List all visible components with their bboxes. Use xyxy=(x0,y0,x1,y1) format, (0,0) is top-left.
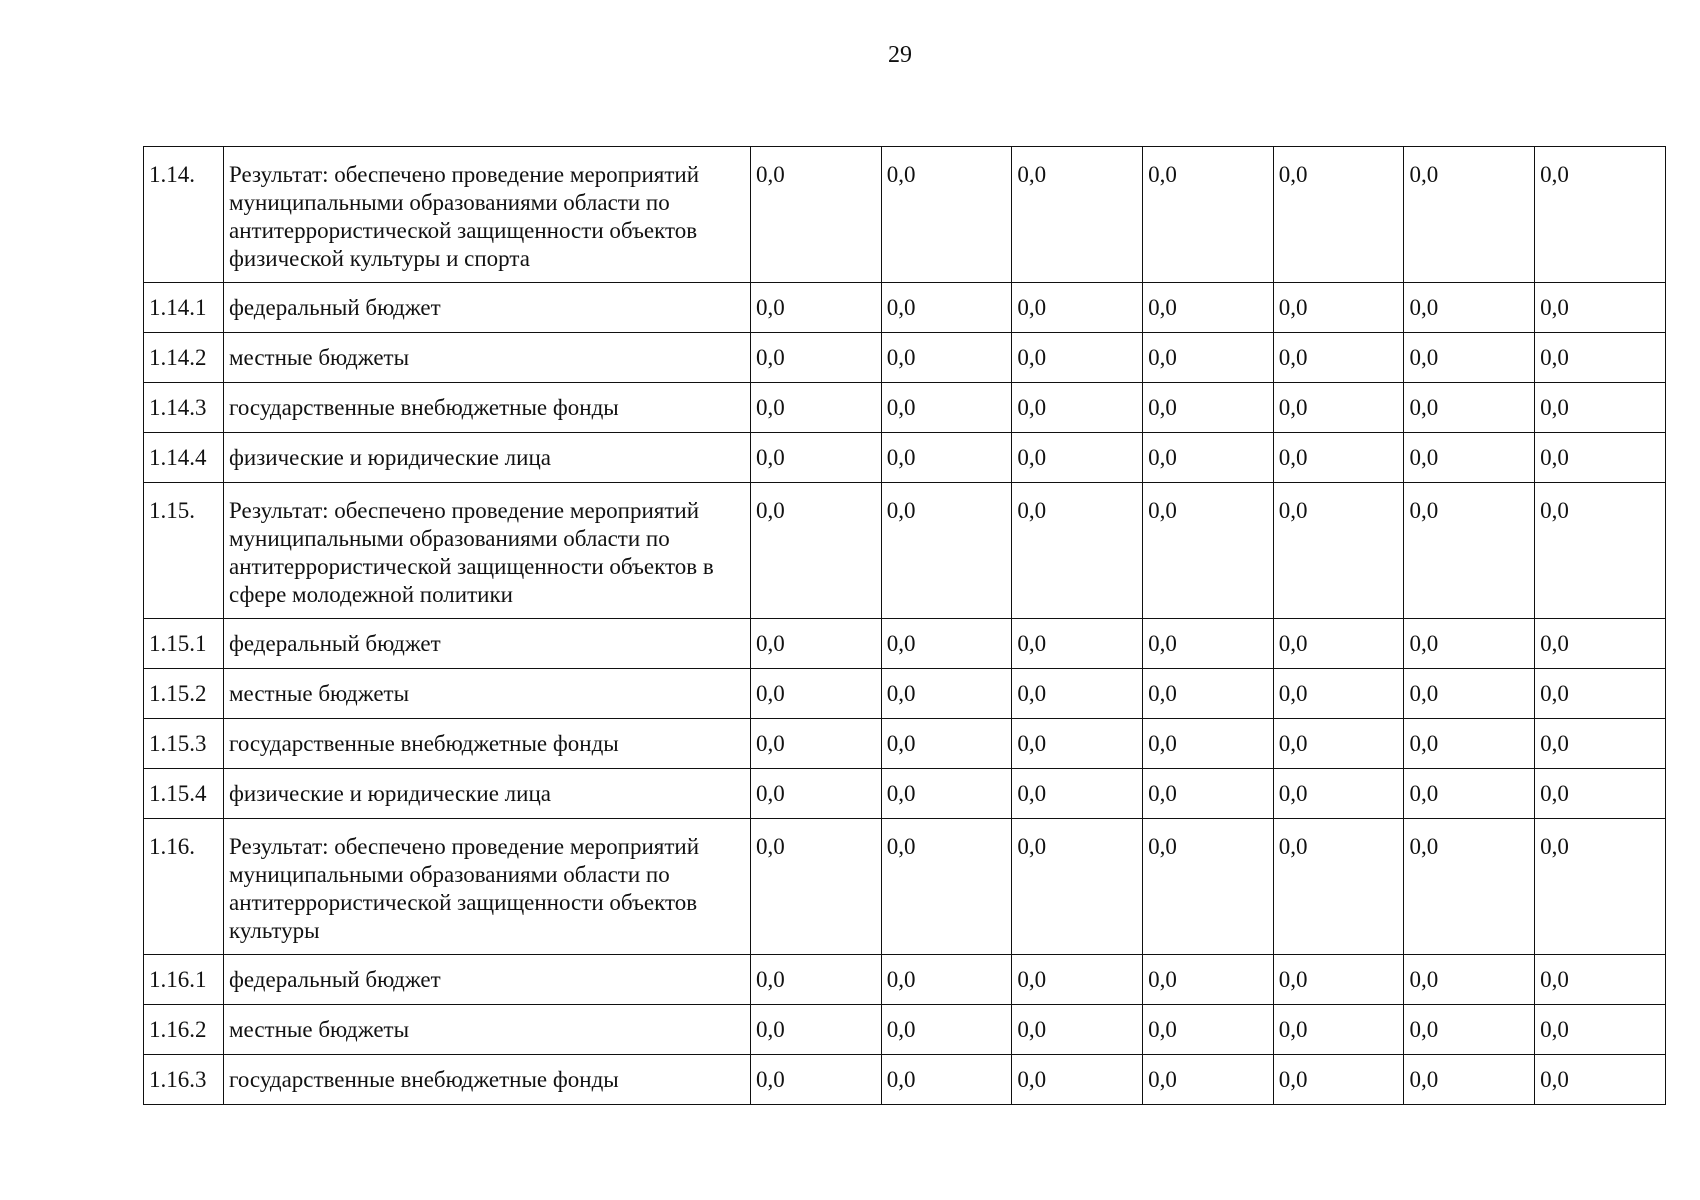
value-cell: 0,0 xyxy=(1273,1005,1404,1055)
value-cell: 0,0 xyxy=(751,1005,882,1055)
value-cell: 0,0 xyxy=(1012,669,1143,719)
value-cell: 0,0 xyxy=(1143,669,1274,719)
value-cell: 0,0 xyxy=(1012,383,1143,433)
value-cell: 0,0 xyxy=(1012,483,1143,619)
value-cell: 0,0 xyxy=(1143,769,1274,819)
row-number-cell: 1.15.4 xyxy=(144,769,224,819)
value-cell: 0,0 xyxy=(1143,483,1274,619)
value-cell: 0,0 xyxy=(1012,433,1143,483)
value-cell: 0,0 xyxy=(1535,1005,1666,1055)
table-row xyxy=(144,719,1666,769)
value-cell: 0,0 xyxy=(1535,383,1666,433)
value-cell: 0,0 xyxy=(751,769,882,819)
value-cell: 0,0 xyxy=(1012,147,1143,283)
value-cell: 0,0 xyxy=(1404,619,1535,669)
value-cell: 0,0 xyxy=(1012,719,1143,769)
value-cell: 0,0 xyxy=(1143,719,1274,769)
budget-table xyxy=(143,146,1666,1105)
table-row xyxy=(144,333,1666,383)
row-description-cell: физические и юридические лица xyxy=(224,769,751,819)
value-cell: 0,0 xyxy=(1273,383,1404,433)
value-cell: 0,0 xyxy=(1273,769,1404,819)
value-cell: 0,0 xyxy=(751,669,882,719)
value-cell: 0,0 xyxy=(881,283,1012,333)
table-row xyxy=(144,619,1666,669)
value-cell: 0,0 xyxy=(1143,333,1274,383)
value-cell: 0,0 xyxy=(1143,433,1274,483)
value-cell: 0,0 xyxy=(751,719,882,769)
page-number: 29 xyxy=(888,42,912,68)
row-number-cell: 1.15.1 xyxy=(144,619,224,669)
value-cell: 0,0 xyxy=(751,283,882,333)
value-cell: 0,0 xyxy=(1012,819,1143,955)
value-cell: 0,0 xyxy=(1404,333,1535,383)
row-number-cell: 1.15. xyxy=(144,483,224,619)
value-cell: 0,0 xyxy=(1012,769,1143,819)
value-cell: 0,0 xyxy=(881,483,1012,619)
table-body xyxy=(144,147,1666,1105)
value-cell: 0,0 xyxy=(1273,955,1404,1005)
row-number-cell: 1.14.1 xyxy=(144,283,224,333)
value-cell: 0,0 xyxy=(881,1005,1012,1055)
value-cell: 0,0 xyxy=(751,383,882,433)
value-cell: 0,0 xyxy=(1404,719,1535,769)
row-description-cell: федеральный бюджет xyxy=(224,619,751,669)
value-cell: 0,0 xyxy=(1273,819,1404,955)
value-cell: 0,0 xyxy=(1143,383,1274,433)
value-cell: 0,0 xyxy=(1404,147,1535,283)
row-description-cell: Результат: обеспечено проведение мероприятий муниципальными образованиями области по антитеррористической защищенности объектов физической культуры и спорта xyxy=(224,147,751,283)
value-cell: 0,0 xyxy=(751,1055,882,1105)
value-cell: 0,0 xyxy=(751,955,882,1005)
value-cell: 0,0 xyxy=(1535,819,1666,955)
row-description-cell: федеральный бюджет xyxy=(224,283,751,333)
value-cell: 0,0 xyxy=(751,333,882,383)
row-description-cell: государственные внебюджетные фонды xyxy=(224,1055,751,1105)
value-cell: 0,0 xyxy=(1143,819,1274,955)
value-cell: 0,0 xyxy=(1012,333,1143,383)
value-cell: 0,0 xyxy=(881,769,1012,819)
value-cell: 0,0 xyxy=(1404,1005,1535,1055)
value-cell: 0,0 xyxy=(1143,147,1274,283)
value-cell: 0,0 xyxy=(1273,147,1404,283)
value-cell: 0,0 xyxy=(751,819,882,955)
value-cell: 0,0 xyxy=(1404,1055,1535,1105)
row-description-cell: местные бюджеты xyxy=(224,669,751,719)
value-cell: 0,0 xyxy=(1535,483,1666,619)
row-description-cell: государственные внебюджетные фонды xyxy=(224,383,751,433)
table-row xyxy=(144,819,1666,955)
value-cell: 0,0 xyxy=(1012,619,1143,669)
row-number-cell: 1.14. xyxy=(144,147,224,283)
value-cell: 0,0 xyxy=(881,383,1012,433)
table-row xyxy=(144,283,1666,333)
value-cell: 0,0 xyxy=(1273,1055,1404,1105)
row-number-cell: 1.15.3 xyxy=(144,719,224,769)
value-cell: 0,0 xyxy=(751,147,882,283)
value-cell: 0,0 xyxy=(1143,283,1274,333)
value-cell: 0,0 xyxy=(881,955,1012,1005)
table-row xyxy=(144,383,1666,433)
value-cell: 0,0 xyxy=(1273,669,1404,719)
row-number-cell: 1.16. xyxy=(144,819,224,955)
value-cell: 0,0 xyxy=(1535,283,1666,333)
value-cell: 0,0 xyxy=(1535,619,1666,669)
value-cell: 0,0 xyxy=(1012,1055,1143,1105)
value-cell: 0,0 xyxy=(1273,719,1404,769)
row-number-cell: 1.16.3 xyxy=(144,1055,224,1105)
value-cell: 0,0 xyxy=(1273,619,1404,669)
table-row xyxy=(144,147,1666,283)
row-description-cell: государственные внебюджетные фонды xyxy=(224,719,751,769)
value-cell: 0,0 xyxy=(1535,333,1666,383)
row-number-cell: 1.14.2 xyxy=(144,333,224,383)
value-cell: 0,0 xyxy=(1404,283,1535,333)
row-description-cell: Результат: обеспечено проведение мероприятий муниципальными образованиями области по антитеррористической защищенности объектов в сфере молодежной политики xyxy=(224,483,751,619)
table-row xyxy=(144,769,1666,819)
value-cell: 0,0 xyxy=(1012,283,1143,333)
row-number-cell: 1.15.2 xyxy=(144,669,224,719)
table-row xyxy=(144,483,1666,619)
value-cell: 0,0 xyxy=(1143,1055,1274,1105)
value-cell: 0,0 xyxy=(1535,955,1666,1005)
value-cell: 0,0 xyxy=(1273,433,1404,483)
row-description-cell: местные бюджеты xyxy=(224,333,751,383)
row-number-cell: 1.14.3 xyxy=(144,383,224,433)
value-cell: 0,0 xyxy=(881,1055,1012,1105)
row-description-cell: физические и юридические лица xyxy=(224,433,751,483)
row-description-cell: федеральный бюджет xyxy=(224,955,751,1005)
value-cell: 0,0 xyxy=(881,819,1012,955)
value-cell: 0,0 xyxy=(881,333,1012,383)
value-cell: 0,0 xyxy=(1404,955,1535,1005)
value-cell: 0,0 xyxy=(1012,955,1143,1005)
row-description-cell: местные бюджеты xyxy=(224,1005,751,1055)
value-cell: 0,0 xyxy=(1273,283,1404,333)
value-cell: 0,0 xyxy=(1012,1005,1143,1055)
value-cell: 0,0 xyxy=(1404,669,1535,719)
value-cell: 0,0 xyxy=(881,433,1012,483)
table-row xyxy=(144,955,1666,1005)
table-row xyxy=(144,1055,1666,1105)
value-cell: 0,0 xyxy=(1535,433,1666,483)
value-cell: 0,0 xyxy=(751,619,882,669)
value-cell: 0,0 xyxy=(1535,669,1666,719)
value-cell: 0,0 xyxy=(1535,1055,1666,1105)
row-number-cell: 1.16.1 xyxy=(144,955,224,1005)
value-cell: 0,0 xyxy=(1535,147,1666,283)
value-cell: 0,0 xyxy=(881,147,1012,283)
value-cell: 0,0 xyxy=(1404,819,1535,955)
table-row xyxy=(144,433,1666,483)
value-cell: 0,0 xyxy=(1143,1005,1274,1055)
row-number-cell: 1.14.4 xyxy=(144,433,224,483)
value-cell: 0,0 xyxy=(881,719,1012,769)
value-cell: 0,0 xyxy=(1143,955,1274,1005)
table-row xyxy=(144,1005,1666,1055)
row-description-cell: Результат: обеспечено проведение мероприятий муниципальными образованиями области по антитеррористической защищенности объектов культуры xyxy=(224,819,751,955)
value-cell: 0,0 xyxy=(1273,483,1404,619)
table-row xyxy=(144,669,1666,719)
value-cell: 0,0 xyxy=(1143,619,1274,669)
value-cell: 0,0 xyxy=(1273,333,1404,383)
value-cell: 0,0 xyxy=(1404,433,1535,483)
value-cell: 0,0 xyxy=(1404,769,1535,819)
value-cell: 0,0 xyxy=(1404,383,1535,433)
value-cell: 0,0 xyxy=(751,483,882,619)
value-cell: 0,0 xyxy=(1535,719,1666,769)
row-number-cell: 1.16.2 xyxy=(144,1005,224,1055)
value-cell: 0,0 xyxy=(881,669,1012,719)
value-cell: 0,0 xyxy=(1404,483,1535,619)
value-cell: 0,0 xyxy=(881,619,1012,669)
value-cell: 0,0 xyxy=(1535,769,1666,819)
value-cell: 0,0 xyxy=(751,433,882,483)
